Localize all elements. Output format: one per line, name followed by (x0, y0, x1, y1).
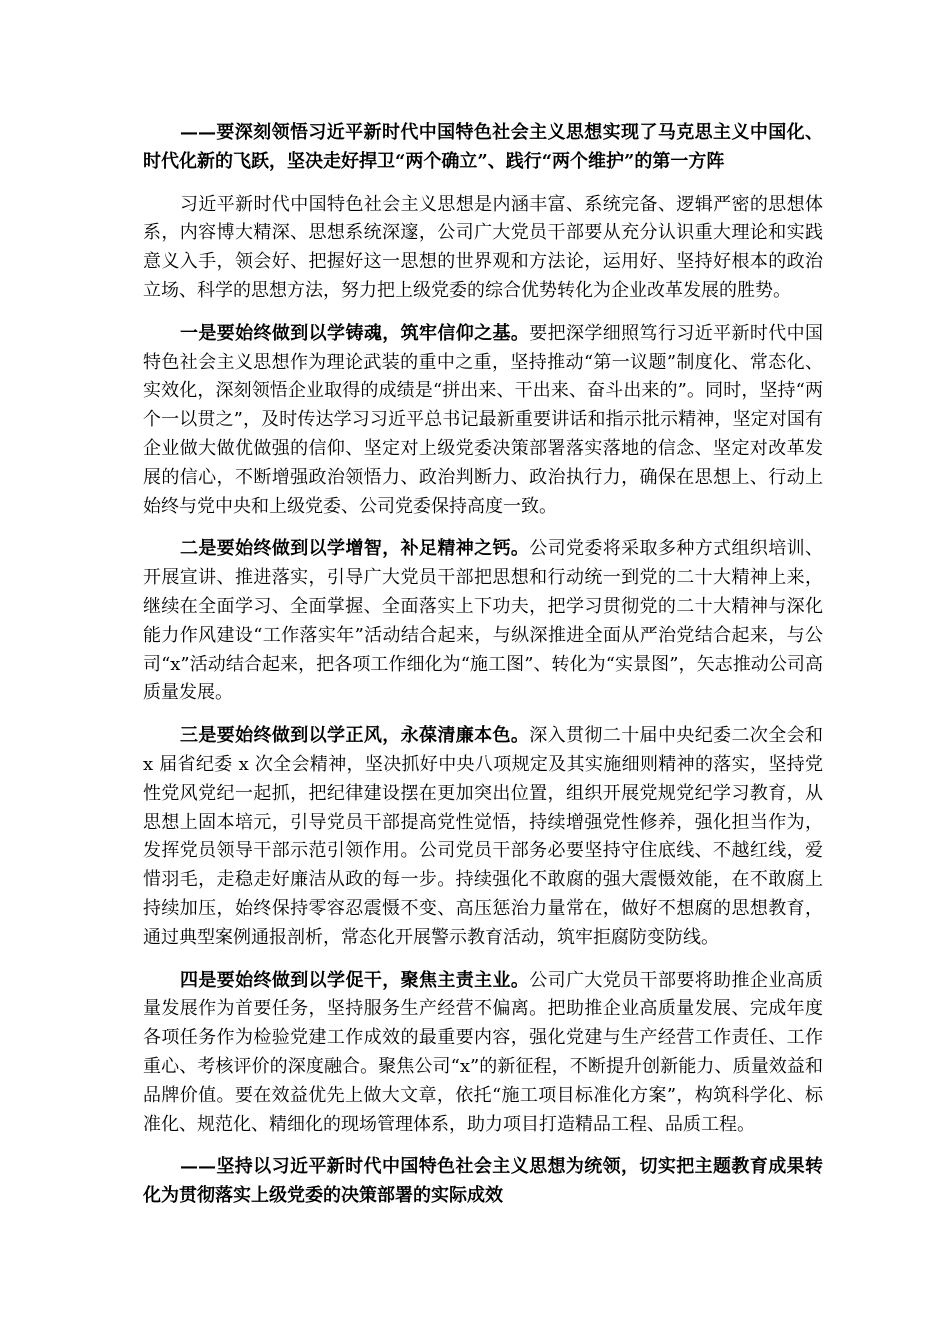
document-page (143, 119, 823, 1225)
point-body-4: 公司广大党员干部要将助推企业高质量发展作为首要任务，坚持服务生产经营不偏离。把助推企业高质量发展、完成年度各项任务作为检验党建工作成效的最重要内容，强化党建与生产经营工作责任、工作重心、考核评价的深度融合。聚焦公司“x”的新征程，不断提升创新能力、质量效益和品牌价值。要在效益优先上做大文章，依托“施工项目标准化方案”，构筑科学化、标准化、规范化、精细化的现场管理体系，助力项目打造精品工程、品质工程。 (143, 969, 823, 1135)
point-lead-1: 一是要始终做到以学铸魂，筑牢信仰之基。 (180, 322, 530, 344)
point-lead-4: 四是要始终做到以学促干，聚焦主责主业。 (180, 969, 530, 991)
point-paragraph-4 (143, 967, 823, 1140)
section-heading-2: ——坚持以习近平新时代中国特色社会主义思想为统领，切实把主题教育成果转化为贯彻落实上级党委的决策部署的实际成效 (143, 1156, 823, 1207)
point-body-3: 深入贯彻二十届中央纪委二次全会和 x 届省纪委 x 次全会精神，坚决抓好中央八项规定及其实施细则精神的落实，坚持党性党风党纪一起抓，把纪律建设摆在更加突出位置，组织开展党规党纪学习教育，从思想上固本培元，引导党员干部提高党性觉悟，持续增强党性修养，强化担当作为，发挥党员领导干部示范引领作用。公司党员干部务必要坚持守住底线、不越红线，爱惜羽毛，走稳走好廉洁从政的每一步。持续强化不敢腐的强大震慑效能，在不敢腐上持续加压，始终保持零容忍震慑不变、高压惩治力量常在，做好不想腐的思想教育，通过典型案例通报剖析，常态化开展警示教育活动，筑牢拒腐防变防线。 (143, 725, 823, 948)
point-lead-2: 二是要始终做到以学增智，补足精神之钙。 (180, 538, 530, 560)
point-lead-3: 三是要始终做到以学正风，永葆清廉本色。 (180, 725, 530, 747)
point-body-1: 要把深学细照笃行习近平新时代中国特色社会主义思想作为理论武装的重中之重，坚持推动“第一议题”制度化、常态化、实效化，深刻领悟企业取得的成绩是“拼出来、干出来、奋斗出来的”。同时，坚持“两个一以贯之”，及时传达学习习近平总书记最新重要讲话和指示批示精神，坚定对国有企业做大做优做强的信仰、坚定对上级党委决策部署落实落地的信念、坚定对改革发展的信心，不断增强政治领悟力、政治判断力、政治执行力，确保在思想上、行动上始终与党中央和上级党委、公司党委保持高度一致。 (143, 322, 823, 517)
section-heading-1: ——要深刻领悟习近平新时代中国特色社会主义思想实现了马克思主义中国化、时代化新的飞跃，坚决走好捍卫“两个确立”、践行“两个维护”的第一方阵 (143, 122, 823, 172)
intro-paragraph: 习近平新时代中国特色社会主义思想是内涵丰富、系统完备、逻辑严密的思想体系，内容博大精深、思想系统深邃，公司广大党员干部要从充分认识重大理论和实践意义入手，领会好、把握好这一思想的世界观和方法论，运用好、坚持好根本的政治立场、科学的思想方法，努力把上级党委的综合优势转化为企业改革发展的胜势。 (143, 193, 823, 301)
point-paragraph-2 (143, 535, 823, 708)
point-paragraph-3 (143, 722, 823, 952)
point-paragraph-1 (143, 320, 823, 522)
point-body-2: 公司党委将采取多种方式组织培训、开展宣讲、推进落实，引导广大党员干部把思想和行动统一到党的二十大精神上来，继续在全面学习、全面掌握、全面落实上下功夫，把学习贯彻党的二十大精神与深化能力作风建设“工作落实年”活动结合起来，与纵深推进全面从严治党结合起来，与公司“x”活动结合起来，把各项工作细化为“施工图”、转化为“实景图”，矢志推动公司高质量发展。 (143, 538, 823, 704)
